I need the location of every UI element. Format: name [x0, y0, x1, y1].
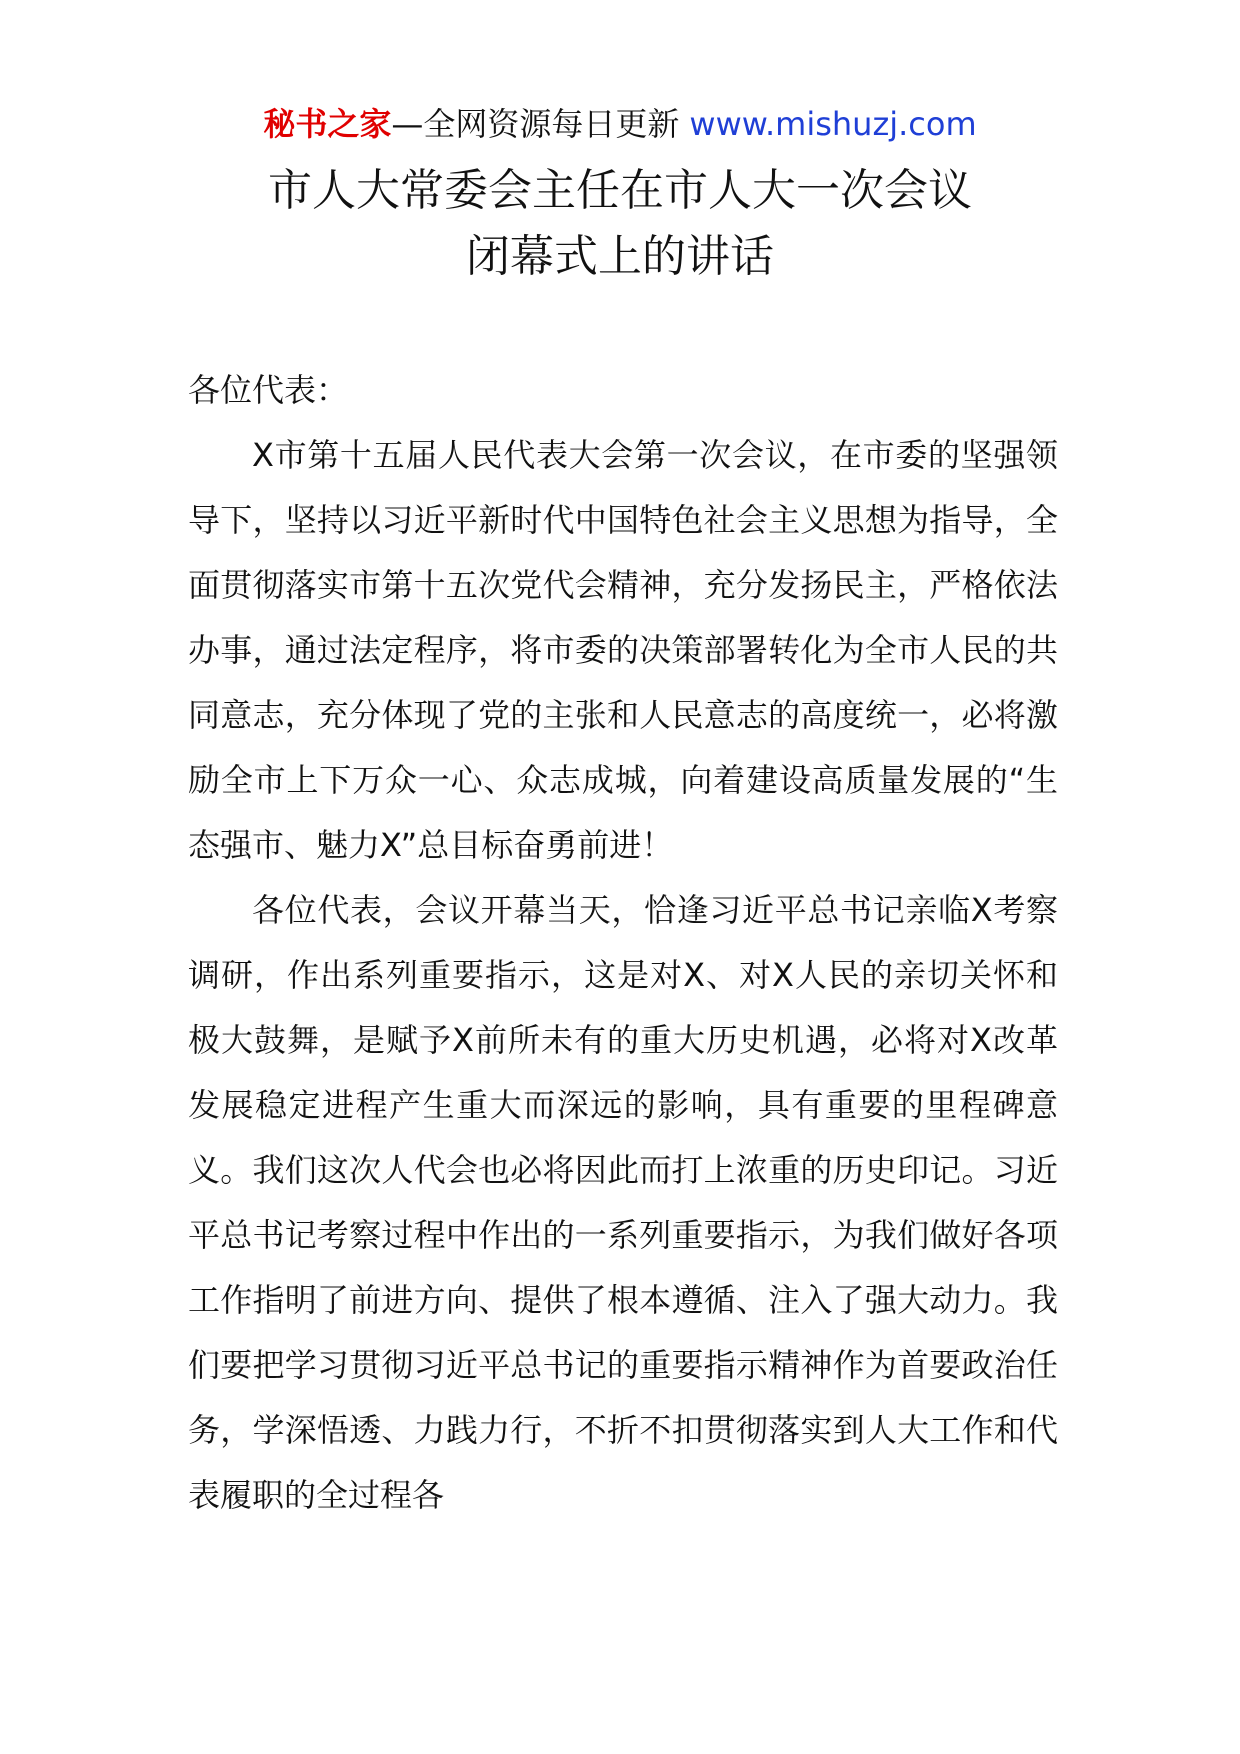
- paragraph-2: 各位代表，会议开幕当天，恰逢习近平总书记亲临X考察调研，作出系列重要指示，这是对X、对X人民的亲切关怀和极大鼓舞，是赋予X前所未有的重大历史机遇，必将对X改革发展稳定进程产生重大而深远的影响，具有重要的里程碑意义。我们这次人代会也必将因此而打上浓重的历史印记。习近平总书记考察过程中作出的一系列重要指示，为我们做好各项工作指明了前进方向、提供了根本遵循、注入了强大动力。我们要把学习贯彻习近平总书记的重要指示精神作为首要政治任务，学深悟透、力践力行，不折不扣贯彻落实到人大工作和代表履职的全过程各: [188, 891, 1058, 1514]
- brand-name: 秘书之家: [263, 105, 392, 143]
- document-title: [0, 158, 1240, 290]
- title-line-1: 市人大常委会主任在市人大一次会议: [268, 165, 972, 216]
- site-header: [0, 100, 1240, 148]
- salutation: 各位代表：: [188, 371, 349, 409]
- title-line-2: 闭幕式上的讲话: [466, 231, 774, 282]
- header-tagline: —全网资源每日更新: [391, 105, 680, 143]
- site-url-link[interactable]: www.mishuzj.com: [689, 105, 977, 143]
- paragraph-1: X市第十五届人民代表大会第一次会议，在市委的坚强领导下，坚持以习近平新时代中国特色社会主义思想为指导，全面贯彻落实市第十五次党代会精神，充分发扬民主，严格依法办事，通过法定程序，将市委的决策部署转化为全市人民的共同意志，充分体现了党的主张和人民意志的高度统一，必将激励全市上下万众一心、众志成城，向着建设高质量发展的“生态强市、魅力X”总目标奋勇前进！: [188, 436, 1058, 864]
- document-body: [188, 358, 1058, 1528]
